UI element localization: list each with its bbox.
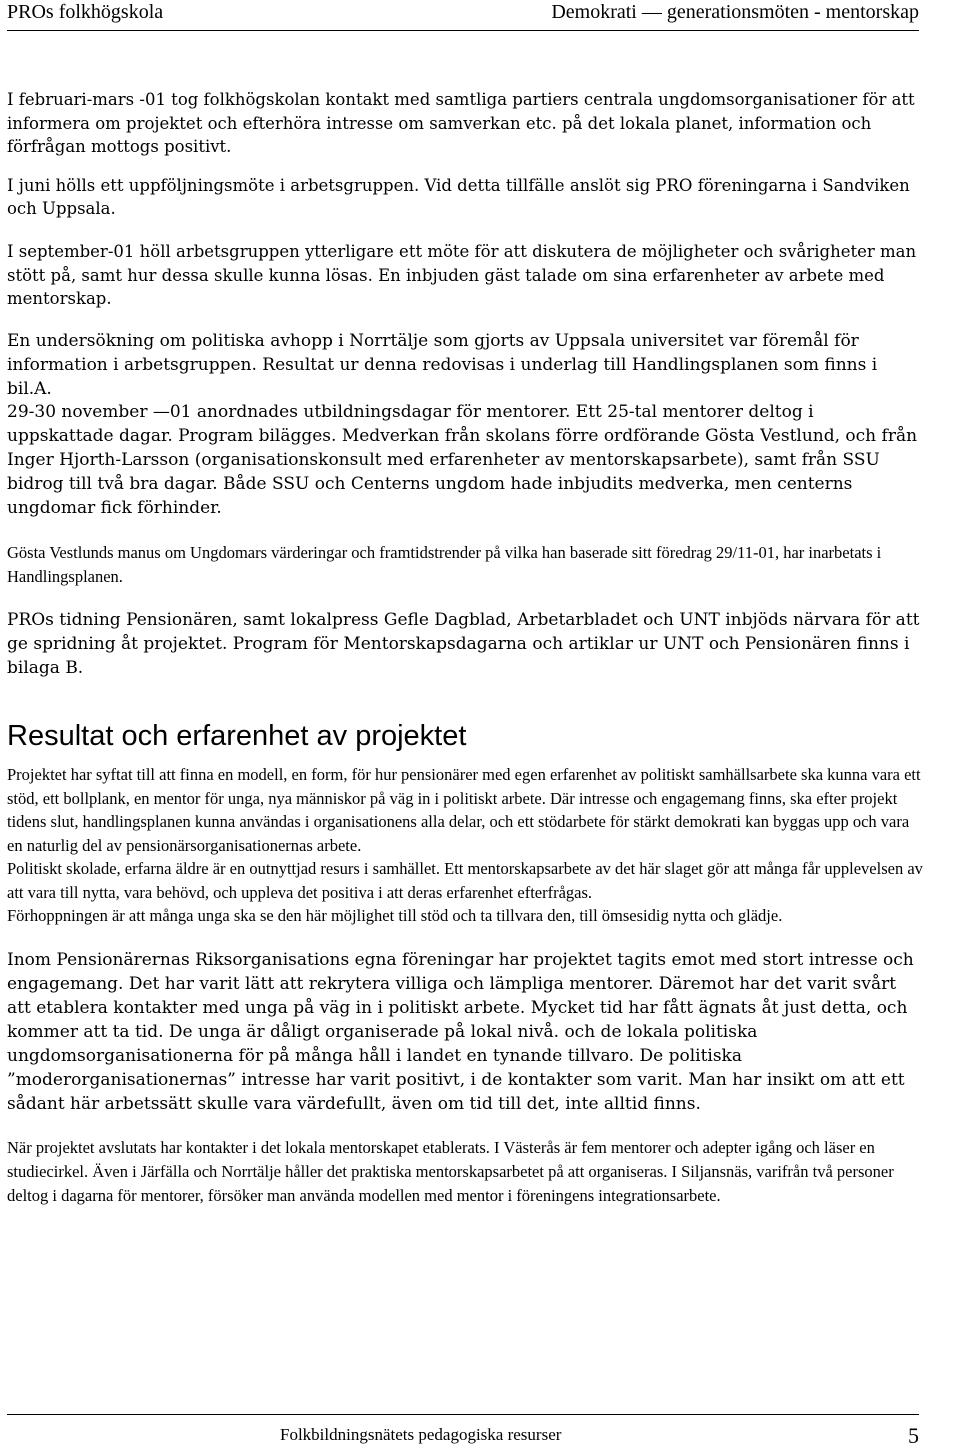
section-heading: Resultat och erfarenhet av projektet [7,719,467,752]
page-content [7,88,925,1207]
paragraph-pensionaren: PROs tidning Pensionären, samt lokalpress Gefle Dagblad, Arbetarbladet och UNT inbjöds närvara för att ge spridning åt projektet. Program för Mentorskapsdagarna och artiklar ur UNT och Pensionären finns i bilaga B. [7,610,920,678]
section-paragraph-syfte: Projektet har syftat till att finna en modell, en form, för hur pensionärer med egen erfarenhet av politiskt samhällsarbete ska kunna vara ett stöd, ett bollplank, en mentor för unga, nya människor på väg in i politiskt arbete. Där intresse och engagemang finns, ska efter projekt tidens slut, handlingsplanen kunna användas i organisationens alla delar, och ett stödarbete för stärkt demokrati kan byggas upp och vara en naturlig del av pensionärsorganisationernas arbete. [7,764,921,855]
header-school-name: PROs folkhögskola [7,1,164,23]
page-footer [7,1414,919,1448]
page-header [7,0,919,31]
section-paragraph-avslutning: När projektet avslutats har kontakter i det lokala mentorskapet etablerats. I Västerås är fem mentorer och adepter igång och läser en studiecirkel. Även i Järfälla och Norrtälje håller det praktiska mentorskapsarbetet på att organiseras. I Siljansnäs, varifrån två personer deltog i dagarna för mentorer, försöker man använda modellen med mentor i föreningens integrationsarbete. [7,1138,894,1205]
section-paragraph-resurs: Politiskt skolade, erfarna äldre är en outnyttjad resurs i samhället. Ett mentorskapsarbete av det här slaget gör att många får upplevelsen av att vara till nytta, vara behövd, och uppleva det positiva i att deras erfarenhet efterfrågas. [7,859,923,902]
section-paragraph-forhoppning: Förhoppningen är att många unga ska se den här möjlighet till stöd och ta tillvara den, till ömsesidig nytta och glädje. [7,906,783,926]
paragraph-november: 29-30 november —01 anordnades utbildningsdagar för mentorer. Ett 25-tal mentorer deltog i uppskattade dagar. Program bilägges. Medverkan från skolans förre ordförande Gösta Vestlund, och från Inger Hjorth-Larsson (organisationskonsult med erfarenheter av mentorskapsarbete), samt från SSU bidrog till två bra dagar. Både SSU och Centerns ungdom hade inbjudits medverka, men centerns ungdomar fick förhinder. [7,402,918,519]
paragraph-september: I september-01 höll arbetsgruppen ytterligare ett möte för att diskutera de möjligheter och svårigheter man stött på, samt hur dessa skulle kunna lösas. En inbjuden gäst talade om sina erfarenheter av arbete med mentorskap. [7,241,917,309]
paragraph-undersokning: En undersökning om politiska avhopp i Norrtälje som gjorts av Uppsala universitet var föremål för information i arbetsgruppen. Resultat ur denna redovisas i underlag till Handlingsplanen som finns i bil.A. [7,330,878,399]
paragraph-juni: I juni hölls ett uppföljningsmöte i arbetsgruppen. Vid detta tillfälle anslöt sig PRO föreningarna i Sandviken och Uppsala. [7,175,910,219]
section-paragraph-riksorganisation: Inom Pensionärernas Riksorganisations egna föreningar har projektet tagits emot med stort intresse och engagemang. Det har varit lätt att rekrytera villiga och lämpliga mentorer. Däremot har det varit svårt att etablera kontakter med unga på väg in i politiskt arbete. Mycket tid har fått ägnats åt just detta, och kommer att ta tid. De unga är dåligt organiserade på lokal nivå. och de lokala politiska ungdomsorganisationerna för på många håll i landet en tynande tillvaro. De politiska ”moderorganisationernas” intresse har varit positivt, i de kontakter som varit. Man har insikt om att ett sådant här arbetssätt skulle vara värdefullt, även om tid till det, inte alltid finns. [7,950,914,1114]
header-document-title: Demokrati — generationsmöten - mentorskap [551,1,919,23]
paragraph-vestlund: Gösta Vestlunds manus om Ungdomars värderingar och framtidstrender på vilka han baserade sitt föredrag 29/11-01, har inarbetats i Handlingsplanen. [7,543,882,586]
page-number: 5 [908,1423,919,1448]
paragraph-feb-mars: I februari-mars -01 tog folkhögskolan kontakt med samtliga partiers centrala ungdomsorganisationer för att informera om projektet och efterhöra intresse om samverkan etc. på det lokala planet, information och förfrågan mottogs positivt. [7,90,915,157]
footer-text: Folkbildningsnätets pedagogiska resurser [280,1425,562,1444]
